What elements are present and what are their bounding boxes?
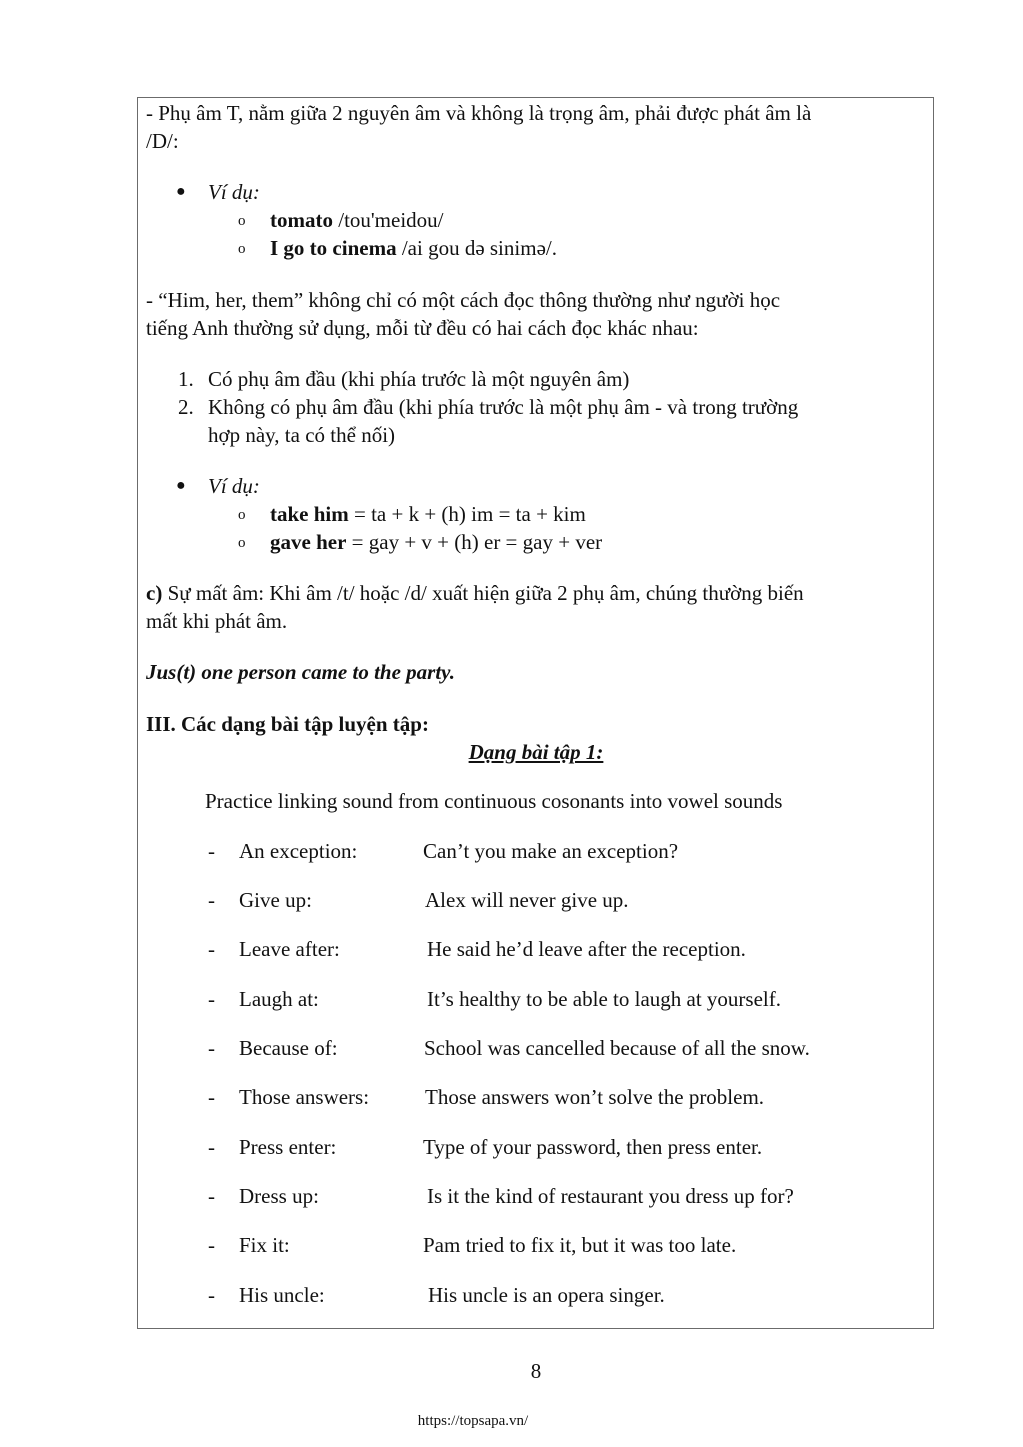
exercise-term: Press enter: <box>239 1135 337 1159</box>
exercise-term: His uncle: <box>239 1283 325 1307</box>
exercise-dash: - <box>208 937 215 961</box>
exercise-dash: - <box>208 1184 215 1208</box>
page-number: 8 <box>530 1359 542 1383</box>
t-example-2: I go to cinema /ai gou də sinimə/. <box>270 236 557 260</box>
section-t-line1: - Phụ âm T, nằm giữa 2 nguyên âm và không là trọng âm, phải được phát âm là <box>146 101 812 125</box>
exercise-sentence: Those answers won’t solve the problem. <box>425 1085 765 1109</box>
exercise-term: Dress up: <box>239 1184 319 1208</box>
section-c-line2: mất khi phát âm. <box>146 609 288 633</box>
list-number-1: 1. <box>178 367 194 391</box>
exercise-term: Fix it: <box>239 1233 290 1257</box>
exercise-title: Dạng bài tập 1: <box>468 740 604 764</box>
exercise-dash: - <box>208 1085 215 1109</box>
exercise-term: Those answers: <box>239 1085 370 1109</box>
exercise-dash: - <box>208 1135 215 1159</box>
exercise-term: Give up: <box>239 888 312 912</box>
list-item-1: Có phụ âm đầu (khi phía trước là một nguyên âm) <box>208 367 630 391</box>
section-t-line2: /D/: <box>146 129 179 153</box>
list-item-2-line1: Không có phụ âm đầu (khi phía trước là một phụ âm - và trong trường <box>208 395 799 419</box>
exercise-dash: - <box>208 839 215 863</box>
him-example-2: gave her = gay + v + (h) er = gay + ver <box>270 530 603 554</box>
exercise-sentence: School was cancelled because of all the snow. <box>424 1036 810 1060</box>
exercise-sentence: Pam tried to fix it, but it was too late. <box>423 1233 737 1257</box>
exercise-sentence: Is it the kind of restaurant you dress up for? <box>427 1184 794 1208</box>
example-label-1: Ví dụ: <box>208 180 260 204</box>
bullet-icon: ● <box>176 183 186 200</box>
exercise-sentence: His uncle is an opera singer. <box>428 1283 665 1307</box>
list-item-2-line2: hợp này, ta có thể nối) <box>208 423 396 447</box>
list-number-2: 2. <box>178 395 194 419</box>
exercise-dash: - <box>208 987 215 1011</box>
exercise-dash: - <box>208 888 215 912</box>
section-c-line1: c) Sự mất âm: Khi âm /t/ hoặc /d/ xuất hiện giữa 2 phụ âm, chúng thường biến <box>146 581 804 605</box>
exercise-sentence: Alex will never give up. <box>425 888 629 912</box>
circle-bullet-icon: o <box>238 213 246 229</box>
italic-example: Jus(t) one person came to the party. <box>146 660 455 684</box>
exercise-sentence: It’s healthy to be able to laugh at yourself. <box>427 987 781 1011</box>
section-him-line2: tiếng Anh thường sử dụng, mỗi từ đều có hai cách đọc khác nhau: <box>146 316 699 340</box>
example-label-2: Ví dụ: <box>208 474 260 498</box>
exercise-dash: - <box>208 1283 215 1307</box>
exercise-sentence: Type of your password, then press enter. <box>423 1135 763 1159</box>
exercise-intro: Practice linking sound from continuous cosonants into vowel sounds <box>205 789 783 813</box>
circle-bullet-icon: o <box>238 507 246 523</box>
exercise-term: Laugh at: <box>239 987 319 1011</box>
bullet-icon: ● <box>176 477 186 494</box>
circle-bullet-icon: o <box>238 241 246 257</box>
exercise-sentence: Can’t you make an exception? <box>423 839 679 863</box>
footer-url[interactable]: https://topsapa.vn/ <box>417 1413 529 1429</box>
exercise-term: An exception: <box>239 839 358 863</box>
exercise-term: Leave after: <box>239 937 340 961</box>
circle-bullet-icon: o <box>238 535 246 551</box>
section-him-line1: - “Him, her, them” không chỉ có một cách đọc thông thường như người học <box>146 288 781 312</box>
him-example-1: take him = ta + k + (h) im = ta + kim <box>270 502 586 526</box>
section-iii-heading: III. Các dạng bài tập luyện tập: <box>146 712 429 736</box>
exercise-dash: - <box>208 1036 215 1060</box>
exercise-dash: - <box>208 1233 215 1257</box>
exercise-term: Because of: <box>239 1036 338 1060</box>
t-example-1: tomato /tou'meidou/ <box>270 208 444 232</box>
exercise-sentence: He said he’d leave after the reception. <box>427 937 746 961</box>
